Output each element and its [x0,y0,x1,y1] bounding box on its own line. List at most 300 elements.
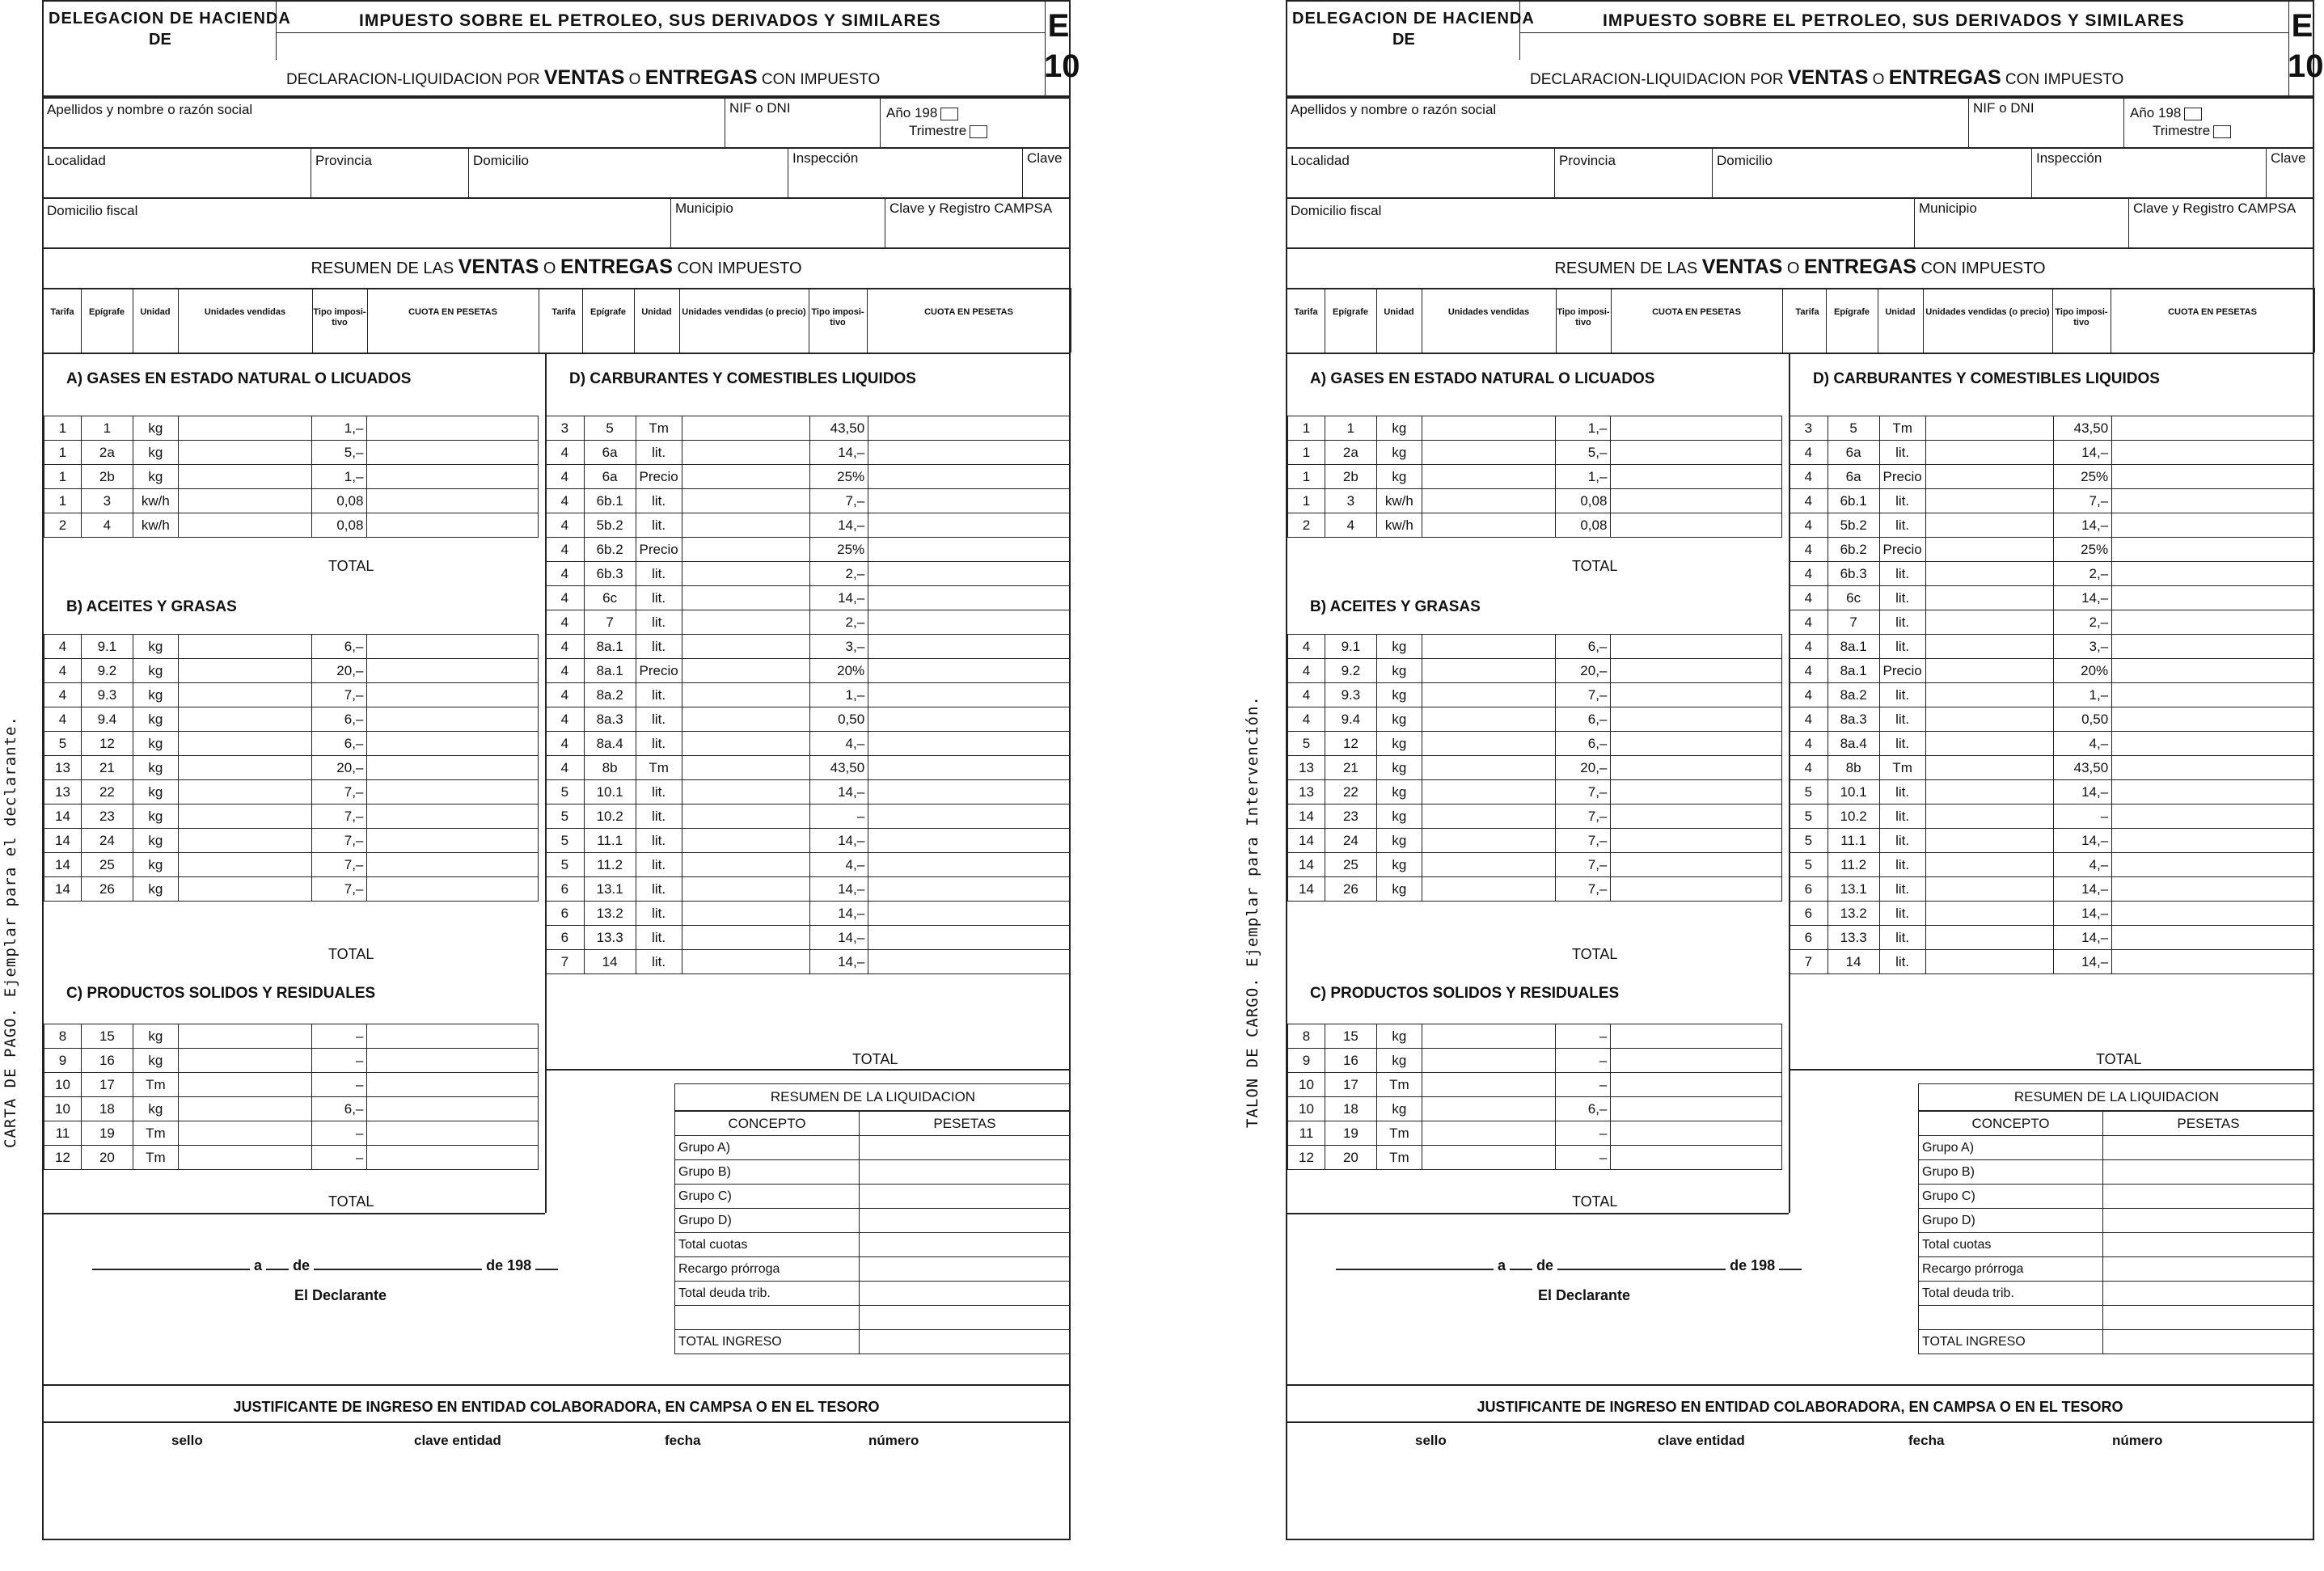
cuota-cell[interactable] [1611,465,1782,489]
unidades-cell[interactable] [1422,441,1556,465]
unidades-cell[interactable] [178,1121,312,1146]
unidades-cell[interactable] [178,877,312,902]
cuota-cell[interactable] [367,441,539,465]
unidades-cell[interactable] [1925,586,2054,610]
unidades-cell[interactable] [178,805,312,829]
tarifa-cell: 14 [1288,877,1325,902]
unidades-cell[interactable] [178,489,312,513]
cuota-cell[interactable] [2112,950,2314,974]
cuota-cell[interactable] [2112,829,2314,853]
liquidacion-pesetas[interactable] [860,1160,1071,1185]
cuota-cell[interactable] [2112,416,2314,441]
liquidacion-pesetas[interactable] [2103,1282,2314,1306]
table-row [1789,441,2314,465]
liquidacion-pesetas[interactable] [860,1330,1071,1354]
localidad-field[interactable]: Localidad [1291,153,1350,168]
unidades-cell[interactable] [178,780,312,805]
unidades-cell[interactable] [1925,902,2054,926]
liquidacion-pesetas[interactable] [860,1209,1071,1233]
cuota-cell[interactable] [2112,659,2314,683]
cuota-cell[interactable] [2112,877,2314,902]
cuota-cell[interactable] [2112,562,2314,586]
cuota-cell[interactable] [367,707,539,732]
sello-label: sello [1415,1433,1447,1448]
liquidacion-pesetas[interactable] [860,1136,1071,1160]
liquidacion-row [675,1330,1071,1354]
unidades-cell[interactable] [1422,853,1556,877]
cuota-cell[interactable] [1611,1121,1782,1146]
unidades-cell[interactable] [1422,1024,1556,1049]
cuota-cell[interactable] [1611,780,1782,805]
unidades-cell[interactable] [1422,877,1556,902]
cuota-cell[interactable] [367,1146,539,1170]
unidades-cell[interactable] [1925,465,2054,489]
epigrafe-cell: 25 [81,853,133,877]
tipo-cell: – [2054,805,2112,829]
tarifa-cell: 1 [44,465,82,489]
cuota-cell[interactable] [367,732,539,756]
cuota-cell[interactable] [868,805,1071,829]
provincia-field[interactable]: Provincia [315,153,372,168]
col-header-unidad: Unidad [140,307,171,317]
tipo-cell: 20% [810,659,868,683]
unidades-cell[interactable] [1925,950,2054,974]
tipo-cell: 43,50 [2054,756,2112,780]
cuota-cell[interactable] [868,877,1071,902]
cuota-cell[interactable] [2112,610,2314,635]
cuota-cell[interactable] [367,1049,539,1073]
cuota-cell[interactable] [868,902,1071,926]
cuota-cell[interactable] [367,416,539,441]
unidades-cell[interactable] [1925,877,2054,902]
apellidos-field[interactable]: Apellidos y nombre o razón social [47,102,253,117]
cuota-cell[interactable] [367,1121,539,1146]
tipo-cell: 7,– [312,780,367,805]
cuota-cell[interactable] [1611,829,1782,853]
tipo-cell: 43,50 [810,756,868,780]
unidad-cell: Precio [1879,538,1925,562]
table-row [1789,659,2314,683]
table-row [1288,489,1782,513]
cuota-cell[interactable] [1611,659,1782,683]
unidades-cell[interactable] [1925,513,2054,538]
unidad-cell: Tm [1376,1121,1422,1146]
tipo-cell: 1,– [810,683,868,707]
unidades-cell[interactable] [1925,829,2054,853]
cuota-cell[interactable] [367,659,539,683]
cuota-cell[interactable] [1611,513,1782,538]
unidades-cell[interactable] [178,853,312,877]
epigrafe-cell: 20 [81,1146,133,1170]
cuota-cell[interactable] [868,489,1071,513]
cuota-cell[interactable] [868,732,1071,756]
cuota-cell[interactable] [2112,732,2314,756]
cuota-cell[interactable] [2112,635,2314,659]
table-row [1789,732,2314,756]
unidades-cell[interactable] [682,683,810,707]
unidades-cell[interactable] [682,950,810,974]
cuota-cell[interactable] [868,513,1071,538]
tarifa-cell: 4 [1789,489,1828,513]
unidades-cell[interactable] [1422,465,1556,489]
cuota-cell[interactable] [2112,902,2314,926]
unidades-cell[interactable] [682,610,810,635]
unidades-cell[interactable] [1422,416,1556,441]
cuota-cell[interactable] [1611,732,1782,756]
col-header-tarifa: Tarifa [551,307,576,317]
unidades-cell[interactable] [178,659,312,683]
cuota-cell[interactable] [868,683,1071,707]
unidades-cell[interactable] [178,756,312,780]
unidades-cell[interactable] [178,707,312,732]
unidades-cell[interactable] [1422,756,1556,780]
cuota-cell[interactable] [868,853,1071,877]
unidades-cell[interactable] [1422,1097,1556,1121]
unidades-cell[interactable] [682,780,810,805]
cuota-cell[interactable] [2112,926,2314,950]
unidades-cell[interactable] [1422,1049,1556,1073]
table-row [44,635,539,659]
table-row [546,441,1071,465]
unidades-cell[interactable] [682,829,810,853]
epigrafe-cell: 8a.1 [1828,635,1879,659]
cuota-cell[interactable] [367,635,539,659]
epigrafe-cell: 10.1 [584,780,636,805]
unidades-cell[interactable] [682,853,810,877]
inspeccion-field[interactable]: Inspección [2036,150,2102,166]
unidades-cell[interactable] [1422,659,1556,683]
tarifa-cell: 6 [546,926,585,950]
unidades-cell[interactable] [1422,805,1556,829]
cuota-cell[interactable] [868,610,1071,635]
unidades-cell[interactable] [178,1073,312,1097]
trimestre-field[interactable]: Trimestre [2153,123,2231,139]
unidades-cell[interactable] [1422,1073,1556,1097]
liquidacion-pesetas[interactable] [860,1282,1071,1306]
cuota-cell[interactable] [868,562,1071,586]
unidades-cell[interactable] [1925,683,2054,707]
cuota-cell[interactable] [1611,1146,1782,1170]
unidad-cell: kw/h [1376,513,1422,538]
tarifa-cell: 4 [1789,659,1828,683]
unidades-cell[interactable] [1925,707,2054,732]
cuota-cell[interactable] [2112,465,2314,489]
unidades-cell[interactable] [1925,416,2054,441]
tipo-cell: 2,– [810,562,868,586]
col-header-cuota: CUOTA EN PESETAS [2168,307,2257,317]
unidades-cell[interactable] [682,416,810,441]
firma-line[interactable]: a de de 198 [92,1257,558,1274]
cuota-cell[interactable] [1611,707,1782,732]
unidades-cell[interactable] [1422,513,1556,538]
unidades-cell[interactable] [682,877,810,902]
unidades-cell[interactable] [1422,1146,1556,1170]
tipo-cell: 0,08 [1556,489,1611,513]
section-c-total: TOTAL [1572,1193,1618,1210]
liquidacion-row [1919,1160,2314,1185]
unidades-cell[interactable] [178,416,312,441]
unidades-cell[interactable] [1925,780,2054,805]
liquidacion-pesetas[interactable] [860,1306,1071,1330]
cuota-cell[interactable] [367,853,539,877]
tarifa-cell: 3 [546,416,585,441]
trimestre-field[interactable]: Trimestre [909,123,987,139]
cuota-cell[interactable] [2112,707,2314,732]
localidad-field[interactable]: Localidad [47,153,106,168]
apellidos-field[interactable]: Apellidos y nombre o razón social [1291,102,1497,117]
cuota-cell[interactable] [868,756,1071,780]
unidades-cell[interactable] [682,538,810,562]
epigrafe-cell: 9.4 [1325,707,1376,732]
table-row [1288,1024,1782,1049]
liquidacion-pesetas[interactable] [2103,1257,2314,1282]
unidades-cell[interactable] [682,586,810,610]
unidades-cell[interactable] [178,1024,312,1049]
unidades-cell[interactable] [1925,805,2054,829]
unidades-cell[interactable] [682,707,810,732]
tarifa-cell: 4 [1789,441,1828,465]
unidades-cell[interactable] [682,732,810,756]
cuota-cell[interactable] [367,1024,539,1049]
cuota-cell[interactable] [1611,1049,1782,1073]
cuota-cell[interactable] [2112,780,2314,805]
tarifa-cell: 5 [1789,853,1828,877]
unidades-cell[interactable] [1925,610,2054,635]
unidad-cell: lit. [1879,562,1925,586]
anio-field[interactable]: Año 198 [2130,105,2202,121]
cuota-cell[interactable] [1611,1024,1782,1049]
epigrafe-cell: 19 [1325,1121,1376,1146]
cuota-cell[interactable] [367,877,539,902]
cuota-cell[interactable] [2112,586,2314,610]
liquidacion-pesetas[interactable] [2103,1185,2314,1209]
declaracion-title: DECLARACION-LIQUIDACION POR VENTAS O ENTREGAS CON IMPUESTO [1530,66,2124,89]
unidades-cell[interactable] [682,805,810,829]
cuota-cell[interactable] [1611,756,1782,780]
domicilio-fiscal-field[interactable]: Domicilio fiscal [1291,203,1382,218]
cuota-cell[interactable] [1611,489,1782,513]
liquidacion-row [675,1185,1071,1209]
nif-field[interactable]: NIF o DNI [729,100,791,116]
epigrafe-cell: 9.1 [1325,635,1376,659]
cuota-cell[interactable] [367,683,539,707]
tarifa-cell: 6 [546,902,585,926]
unidades-cell[interactable] [178,635,312,659]
cuota-cell[interactable] [1611,1073,1782,1097]
unidades-cell[interactable] [682,635,810,659]
unidades-cell[interactable] [682,756,810,780]
unidades-cell[interactable] [1925,441,2054,465]
unidad-cell: kg [1376,1049,1422,1073]
liquidacion-concepto: Grupo A) [1919,1136,2103,1160]
cuota-cell[interactable] [868,465,1071,489]
municipio-field[interactable]: Municipio [1919,201,1977,216]
unidades-cell[interactable] [1422,635,1556,659]
tarifa-cell: 4 [546,683,585,707]
cuota-cell[interactable] [868,416,1071,441]
liquidacion-pesetas[interactable] [860,1233,1071,1257]
cuota-cell[interactable] [367,1097,539,1121]
unidades-cell[interactable] [178,1097,312,1121]
unidades-cell[interactable] [1925,659,2054,683]
unidades-cell[interactable] [1925,562,2054,586]
cuota-cell[interactable] [2112,853,2314,877]
cuota-cell[interactable] [868,829,1071,853]
unidades-cell[interactable] [682,926,810,950]
resumen-title: RESUMEN DE LAS VENTAS O ENTREGAS CON IMPUESTO [311,255,802,278]
tipo-cell: 14,– [810,780,868,805]
tipo-cell: 14,– [810,877,868,902]
inspeccion-field[interactable]: Inspección [792,150,859,166]
tipo-cell: 1,– [1556,465,1611,489]
cuota-cell[interactable] [868,950,1071,974]
unidades-cell[interactable] [1925,853,2054,877]
unidades-cell[interactable] [1422,683,1556,707]
unidades-cell[interactable] [682,659,810,683]
tipo-cell: 6,– [1556,1097,1611,1121]
liquidacion-pesetas[interactable] [2103,1160,2314,1185]
liquidacion-pesetas[interactable] [2103,1233,2314,1257]
tarifa-cell: 4 [44,659,82,683]
unidades-cell[interactable] [1422,780,1556,805]
unidades-cell[interactable] [1925,538,2054,562]
cuota-cell[interactable] [2112,513,2314,538]
clave-field[interactable]: Clave [1027,150,1063,166]
domicilio-fiscal-field[interactable]: Domicilio fiscal [47,203,138,218]
cuota-cell[interactable] [367,780,539,805]
unidades-cell[interactable] [178,1146,312,1170]
anio-field[interactable]: Año 198 [886,105,958,121]
epigrafe-cell: 2b [81,465,133,489]
tipo-cell: 7,– [312,683,367,707]
cuota-cell[interactable] [2112,805,2314,829]
cuota-cell[interactable] [367,489,539,513]
tarifa-cell: 4 [1789,635,1828,659]
form-header [1287,0,2324,97]
cuota-cell[interactable] [2112,538,2314,562]
cuota-cell[interactable] [2112,683,2314,707]
cuota-cell[interactable] [2112,489,2314,513]
table-row [546,780,1071,805]
unidades-cell[interactable] [1925,635,2054,659]
unidad-cell: kg [1376,465,1422,489]
epigrafe-cell: 6a [584,465,636,489]
municipio-field[interactable]: Municipio [675,201,733,216]
cuota-cell[interactable] [367,805,539,829]
cuota-cell[interactable] [1611,877,1782,902]
table-row [44,805,539,829]
unidad-cell: Tm [636,416,682,441]
domicilio-field[interactable]: Domicilio [473,153,529,168]
cuota-cell[interactable] [1611,1097,1782,1121]
unidades-cell[interactable] [178,683,312,707]
unidades-cell[interactable] [1925,489,2054,513]
unidades-cell[interactable] [178,829,312,853]
cuota-cell[interactable] [1611,441,1782,465]
epigrafe-cell: 7 [1828,610,1879,635]
unidades-cell[interactable] [682,441,810,465]
unidades-cell[interactable] [1422,707,1556,732]
cuota-cell[interactable] [367,829,539,853]
cuota-cell[interactable] [2112,441,2314,465]
unidad-cell: Tm [133,1073,178,1097]
nif-field[interactable]: NIF o DNI [1973,100,2035,116]
cuota-cell[interactable] [1611,853,1782,877]
cuota-cell[interactable] [868,441,1071,465]
unidades-cell[interactable] [178,1049,312,1073]
unidades-cell[interactable] [1925,926,2054,950]
liquidacion-pesetas[interactable] [860,1257,1071,1282]
cuota-cell[interactable] [367,513,539,538]
unidades-cell[interactable] [682,489,810,513]
cuota-cell[interactable] [1611,635,1782,659]
cuota-cell[interactable] [868,538,1071,562]
unidades-cell[interactable] [1422,732,1556,756]
clave-campsa-field[interactable]: Clave y Registro CAMPSA [889,201,1053,216]
liquidacion-pesetas[interactable] [2103,1136,2314,1160]
cuota-cell[interactable] [1611,416,1782,441]
epigrafe-cell: 14 [584,950,636,974]
unidades-cell[interactable] [682,902,810,926]
unidad-cell: lit. [1879,780,1925,805]
cuota-cell[interactable] [868,635,1071,659]
unidades-cell[interactable] [1925,756,2054,780]
unidad-cell: kg [133,1097,178,1121]
cuota-cell[interactable] [868,659,1071,683]
epigrafe-cell: 11.1 [1828,829,1879,853]
unidad-cell: Tm [1376,1146,1422,1170]
clave-field[interactable]: Clave [2271,150,2306,166]
unidad-cell: lit. [1879,853,1925,877]
unidades-cell[interactable] [178,465,312,489]
cuota-cell[interactable] [367,1073,539,1097]
unidades-cell[interactable] [682,562,810,586]
firma-line[interactable]: a de de 198 [1336,1257,1802,1274]
unidades-cell[interactable] [178,732,312,756]
unidades-cell[interactable] [178,441,312,465]
unidades-cell[interactable] [682,513,810,538]
liquidacion-pesetas[interactable] [2103,1306,2314,1330]
cuota-cell[interactable] [868,586,1071,610]
cuota-cell[interactable] [1611,805,1782,829]
unidades-cell[interactable] [1422,1121,1556,1146]
domicilio-field[interactable]: Domicilio [1717,153,1773,168]
unidades-cell[interactable] [178,513,312,538]
liquidacion-pesetas[interactable] [860,1185,1071,1209]
cuota-cell[interactable] [868,926,1071,950]
liquidacion-pesetas[interactable] [2103,1330,2314,1354]
unidad-cell: kg [1376,805,1422,829]
liquidacion-pesetas[interactable] [2103,1209,2314,1233]
cuota-cell[interactable] [367,465,539,489]
cuota-cell[interactable] [367,756,539,780]
epigrafe-cell: 3 [81,489,133,513]
unidades-cell[interactable] [1422,829,1556,853]
cuota-cell[interactable] [1611,683,1782,707]
unidad-cell: kg [1376,683,1422,707]
unidades-cell[interactable] [1925,732,2054,756]
unidades-cell[interactable] [682,465,810,489]
unidad-cell: lit. [636,829,682,853]
unidades-cell[interactable] [1422,489,1556,513]
clave-campsa-field[interactable]: Clave y Registro CAMPSA [2133,201,2297,216]
cuota-cell[interactable] [868,780,1071,805]
provincia-field[interactable]: Provincia [1559,153,1616,168]
epigrafe-cell: 8a.2 [584,683,636,707]
delegacion-box [44,2,291,60]
cuota-cell[interactable] [868,707,1071,732]
cuota-cell[interactable] [2112,756,2314,780]
